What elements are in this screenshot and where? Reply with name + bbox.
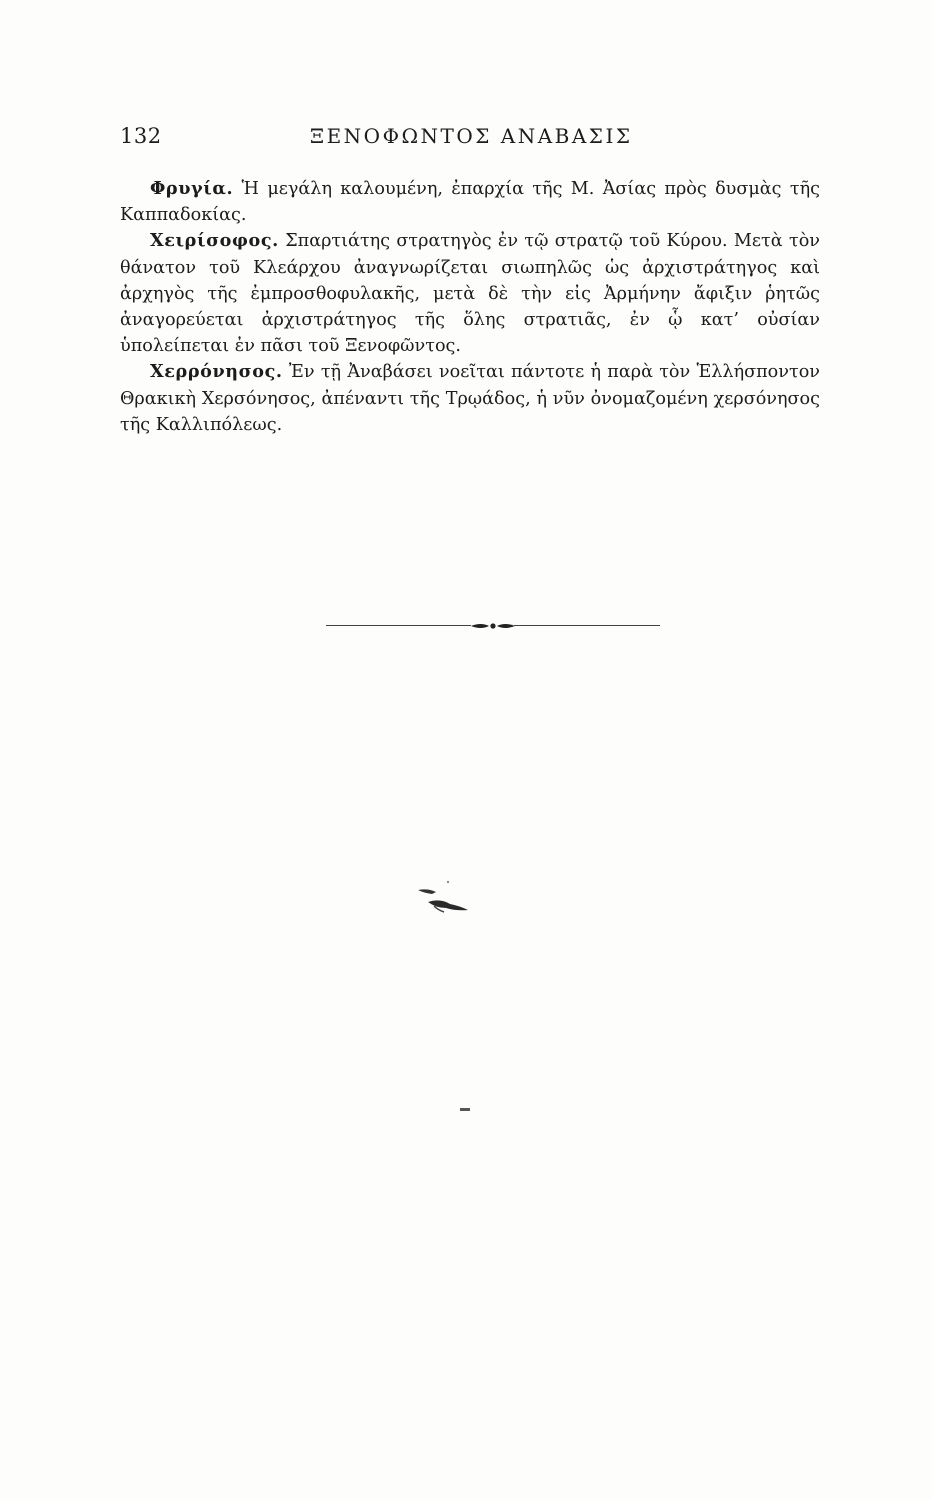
glossary-entry-cheirisophos: [120, 228, 820, 359]
section-divider: [326, 616, 660, 636]
entry-text: Σπαρτιάτης στρατηγὸς ἐν τῷ στρατῷ τοῦ Κύρου. Μετὰ τὸν θάνατον τοῦ Κλεάρχου ἀναγνωρίζεται σιωπηλῶς ὡς ἀρχιστράτηγος καὶ ἀρχηγὸς τῆς ἐμπροσθοφυλακῆς, μετὰ δὲ τὴν εἰς Ἀρμήνην ἄφιξιν ῥητῶς ἀναγορεύεται ἀρχιστράτηγος τῆς ὅλης στρατιᾶς, ἐν ᾧ κατ’ οὐσίαν ὑπολείπεται ἐν πᾶσι τοῦ Ξενοφῶντος.: [120, 231, 820, 357]
glossary-entry-phrygia: [120, 176, 820, 228]
entry-term: Χειρίσοφος.: [150, 230, 279, 252]
entry-text: Ἡ μεγάλη καλουμένη, ἐπαρχία τῆς Μ. Ἀσίας πρὸς δυσμὰς τῆς Καππαδοκίας.: [120, 179, 820, 226]
entry-term: Φρυγία.: [150, 178, 234, 199]
glossary-body: [120, 176, 820, 438]
divider-ornament-icon: [471, 619, 515, 633]
entry-term: Χερρόνησος.: [150, 361, 283, 383]
divider-line-right: [514, 625, 660, 626]
running-title: ΞΕΝΟΦΩΝΤΟΣ ΑΝΑΒΑΣΙΣ: [310, 124, 633, 148]
ink-blot-icon: [412, 880, 472, 920]
page-header: [120, 124, 820, 154]
stray-mark: [460, 1108, 470, 1111]
glossary-entry-chersonesos: [120, 359, 820, 438]
divider-line-left: [326, 625, 471, 626]
entry-text: Ἐν τῇ Ἀναβάσει νοεῖται πάντοτε ἡ παρὰ τὸν Ἑλλήσποντον Θρακικὴ Χερσόνησος, ἀπέναντι τῆς Τρῳάδος, ἡ νῦν ὀνομαζομένη χερσόνησος τῆς Καλλιπόλεως.: [120, 362, 820, 435]
page-number: 132: [120, 124, 162, 148]
